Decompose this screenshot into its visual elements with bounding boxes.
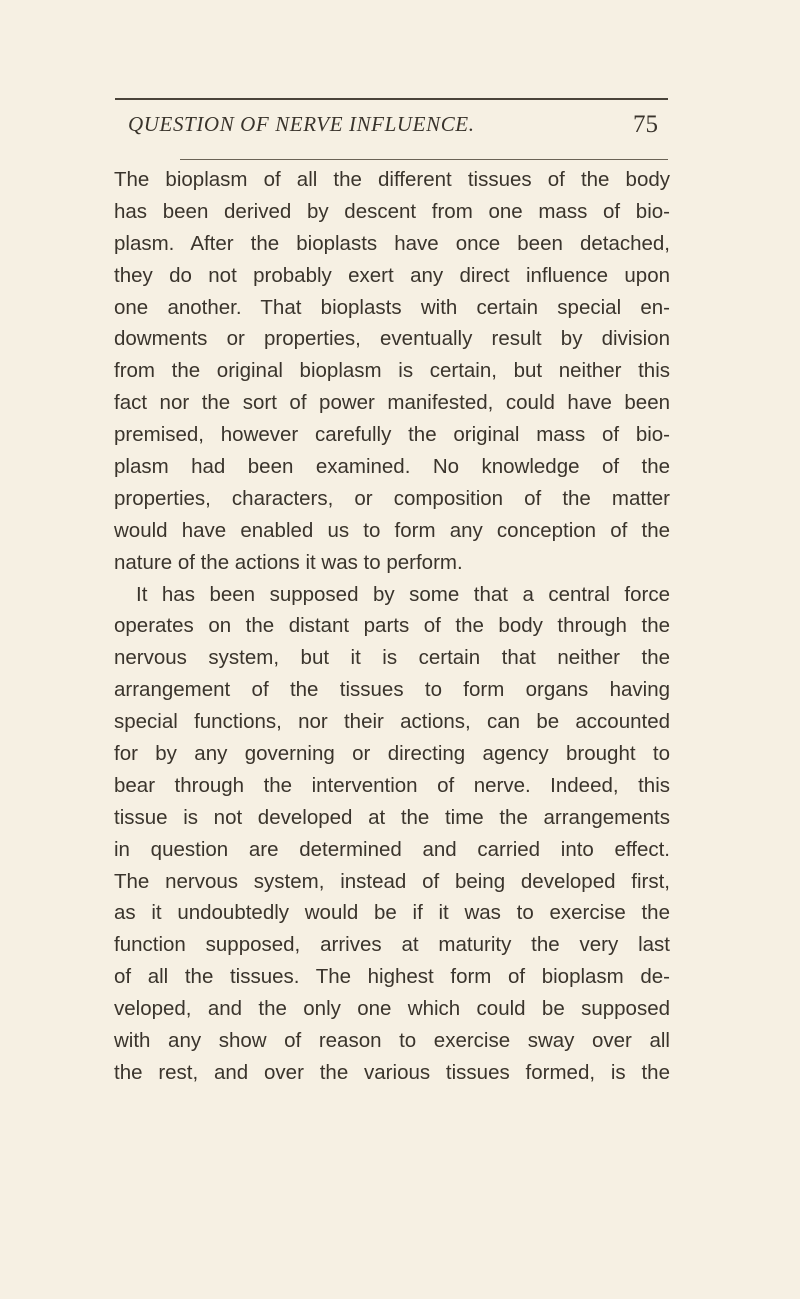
running-head-title: QUESTION OF NERVE INFLUENCE. <box>128 112 475 136</box>
text-line: tissue is not developed at the time the arrangements <box>114 805 670 829</box>
text-line: operates on the distant parts of the body through the <box>114 614 670 638</box>
header-bottom-rule <box>180 159 668 160</box>
text-line: as it undoubtedly would be if it was to exercise the <box>114 901 670 925</box>
text-line: of all the tissues. The highest form of bioplasm de- <box>114 965 670 989</box>
text-line: nervous system, but it is certain that neither the <box>114 646 670 670</box>
text-line: premised, however carefully the original mass of bio- <box>114 423 670 447</box>
text-line: from the original bioplasm is certain, but neither this <box>114 359 670 383</box>
text-line: function supposed, arrives at maturity the very last <box>114 933 670 957</box>
text-line: arrangement of the tissues to form organs having <box>114 678 670 702</box>
text-line: the rest, and over the various tissues formed, is the <box>114 1060 670 1084</box>
text-line: one another. That bioplasts with certain special en- <box>114 295 670 319</box>
text-line: The bioplasm of all the different tissues of the body <box>114 168 670 191</box>
text-line: bear through the intervention of nerve. Indeed, this <box>114 773 670 797</box>
text-line: nature of the actions it was to perform. <box>114 550 463 574</box>
text-line: properties, characters, or composition of the matter <box>114 486 670 510</box>
text-line: fact nor the sort of power manifested, could have been <box>114 391 670 415</box>
text-line: has been derived by descent from one mass of bio- <box>114 199 670 223</box>
text-line: with any show of reason to exercise sway over all <box>114 1029 670 1053</box>
text-line: The nervous system, instead of being developed first, <box>114 869 670 893</box>
text-line: for by any governing or directing agency brought to <box>114 742 670 766</box>
header-top-rule <box>115 98 668 100</box>
text-line: in question are determined and carried into effect. <box>114 837 670 861</box>
text-line: would have enabled us to form any conception of the <box>114 518 670 542</box>
text-line: plasm had been examined. No knowledge of the <box>114 455 670 479</box>
text-line: It has been supposed by some that a central force <box>136 582 670 606</box>
text-line: veloped, and the only one which could be supposed <box>114 997 670 1021</box>
text-line: plasm. After the bioplasts have once been detached, <box>114 231 670 255</box>
running-head <box>128 112 658 142</box>
text-line: dowments or properties, eventually result by division <box>114 327 670 351</box>
body-text <box>114 164 670 1089</box>
text-line: special functions, nor their actions, can be accounted <box>114 710 670 734</box>
text-line: they do not probably exert any direct influence upon <box>114 263 670 287</box>
page-number: 75 <box>633 111 658 138</box>
